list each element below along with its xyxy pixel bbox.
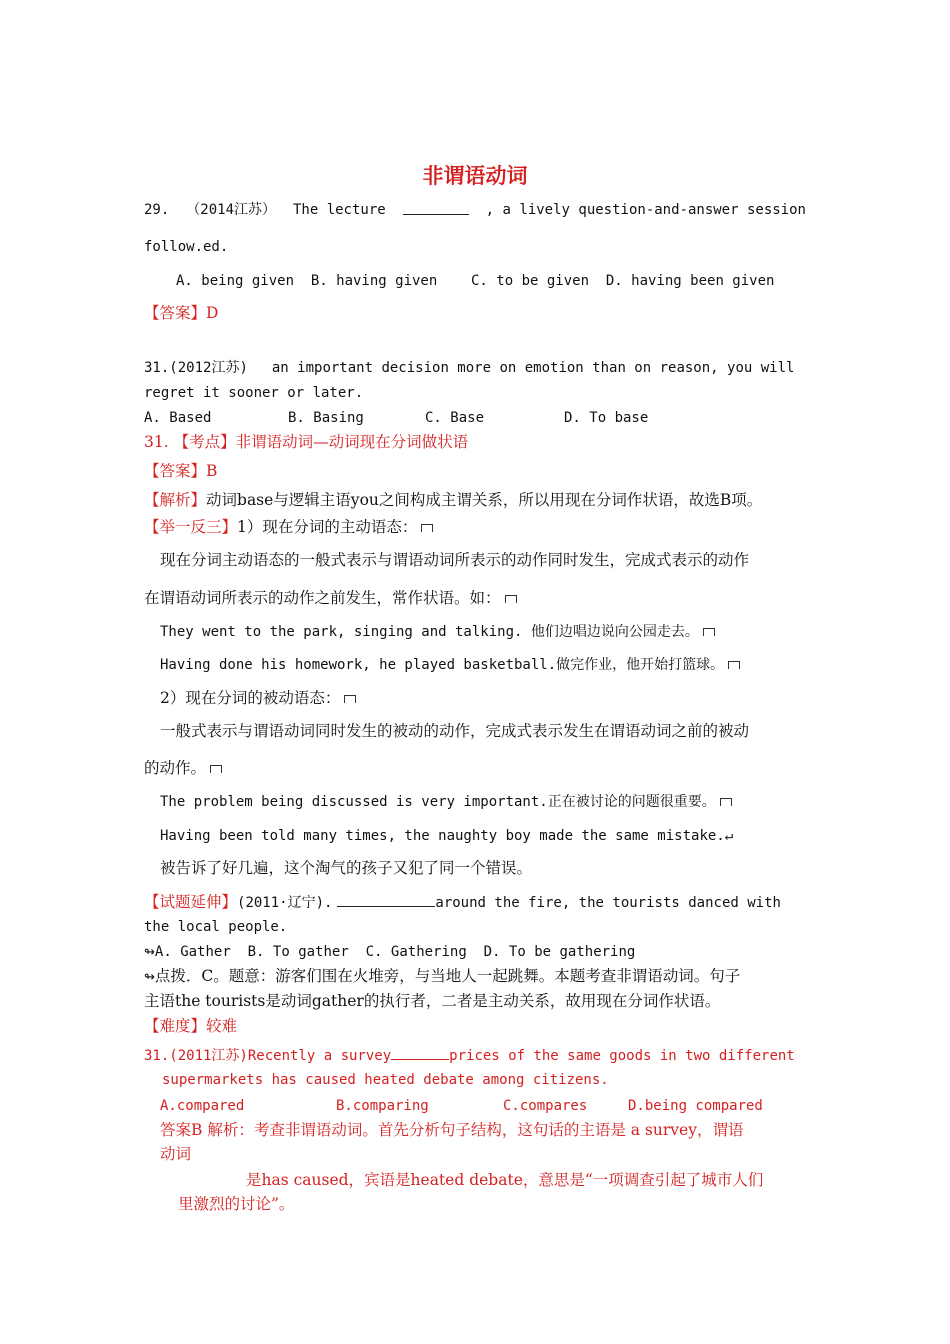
page-title: 非谓语动词 [422,164,528,188]
q29-blank [403,200,469,215]
q31-para1a: 现在分词主动语态的一般式表示与谓语动词所表示的动作同时发生，完成式表示的动作 [160,551,750,569]
q31b-line2: supermarkets has caused heated debate among citizens. [162,1072,609,1088]
arrow-bullet-icon: ↬ [144,945,155,960]
q31-source: (2012江苏) [169,360,248,376]
q31-line2: regret it sooner or later. [144,385,364,401]
q31b-option-d: D.being compared [628,1098,763,1114]
q31b-answer2: 动词 [160,1145,192,1163]
q31-option-b: B. Basing [288,410,364,426]
arrow-bullet-icon: ↬ [144,970,155,985]
q31-line1 [144,358,794,378]
q31-jiexi [144,490,762,510]
paragraph-mark-icon [720,798,732,806]
q31b-option-b: B.comparing [336,1098,429,1114]
q29-text-rest: , a lively question-and-answer session [485,202,806,218]
answer-label: 【答案】 [144,462,207,480]
extend-source: (2011·辽宁). [237,895,333,911]
q31b-blank [391,1045,449,1060]
paragraph-mark-icon [728,661,740,669]
q31-example3: The problem being discussed is very important.正在被讨论的问题很重要。 [160,792,732,812]
answer-label: 【答案】 [144,304,207,322]
extend-difficulty [144,1016,237,1036]
extend-options: ↬A. Gather B. To gather C. Gathering D. To be gathering [144,944,636,960]
q31b-answer4: 里激烈的讨论”。 [178,1195,295,1213]
q31-para2b: 的动作。 [144,758,222,778]
q31-jyfs-heading [144,517,433,537]
q29-options: A. being given B. having given C. to be given D. having been given [176,273,775,289]
q31-example1: They went to the park, singing and talking. 他们边唱边说向公园走去。 [160,622,715,642]
q29-line2: follow.ed. [144,239,229,255]
paragraph-mark-icon [421,524,433,532]
q31b-answer3: 是has caused，宾语是heated debate，意思是“一项调查引起了城市人们 [246,1171,764,1189]
q31-option-c: C. Base [425,410,485,426]
answer-value: D [206,304,219,322]
q31-para1b: 在谓语动词所表示的动作之前发生，常作状语。如： [144,588,517,608]
q31-number: 31. [144,360,170,376]
extend-text: around the fire, the tourists danced with [435,895,781,911]
q31-answer [144,461,217,481]
q31-example4-cn: 被告诉了好几遍，这个淘气的孩子又犯了同一个错误。 [160,859,533,877]
q31-option-a: A. Based [144,410,212,426]
paragraph-mark-icon [703,628,715,636]
q31-example4: Having been told many times, the naughty boy made the same mistake.↵ [160,828,734,844]
line-break-mark: ↵ [724,828,734,844]
extend-tip2: 主语the tourists是动词gather的执行者，二者是主动关系，故用现在分词作状语。 [144,992,721,1010]
q31-jyfs-sub2: 2）现在分词的被动语态： [160,688,356,708]
paragraph-mark-icon [344,695,356,703]
extend-tip1: ↬点拨．C。题意：游客们围在火堆旁，与当地人一起跳舞。本题考查非谓语动词。句子 [144,967,741,985]
q31-para2a: 一般式表示与谓语动词同时发生的被动的动作，完成式表示发生在谓语动词之前的被动 [160,722,750,740]
q31b-answer1: 答案B 解析：考查非谓语动词。首先分析句子结构，这句话的主语是 a survey，谓语 [160,1121,744,1139]
jiexi-text: 动词base与逻辑主语you之间构成主谓关系，所以用现在分词作状语，故选B项。 [206,491,763,509]
q31b-line1: 31.(2011江苏)Recently a survey prices of the same goods in two different [144,1045,795,1066]
jiexi-label: 【解析】 [144,491,207,509]
difficulty-value: 较难 [206,1017,238,1035]
jyfs-sub1: 1）现在分词的主动语态： [237,518,418,536]
answer-value: B [206,462,218,480]
q31b-option-a: A.compared [160,1098,245,1114]
difficulty-label: 【难度】 [144,1017,207,1035]
paragraph-mark-icon [505,595,517,603]
extend-blank [337,892,435,907]
q31-option-d: D. To base [564,410,649,426]
q31b-option-c: C.compares [503,1098,588,1114]
extend-line1 [144,892,781,913]
jyfs-label: 【举一反三】 [144,518,238,536]
extend-label: 【试题延伸】 [144,893,238,911]
q29-number: 29. [144,202,170,218]
q29-text-start: The lecture [292,202,386,218]
q29-source: （2014江苏） [186,202,276,218]
q31-text: an important decision more on emotion than on reason, you will [271,360,795,376]
paragraph-mark-icon [210,765,222,773]
q29-answer [144,303,218,323]
q31-kaodian: 31. 【考点】非谓语动词—动词现在分词做状语 [144,433,469,451]
q31-example2: Having done his homework, he played basketball.做完作业，他开始打篮球。 [160,655,740,675]
q29-line1 [144,200,806,220]
extend-line2: the local people. [144,919,288,935]
q31b-options [160,1096,763,1116]
q31-options [144,408,649,428]
